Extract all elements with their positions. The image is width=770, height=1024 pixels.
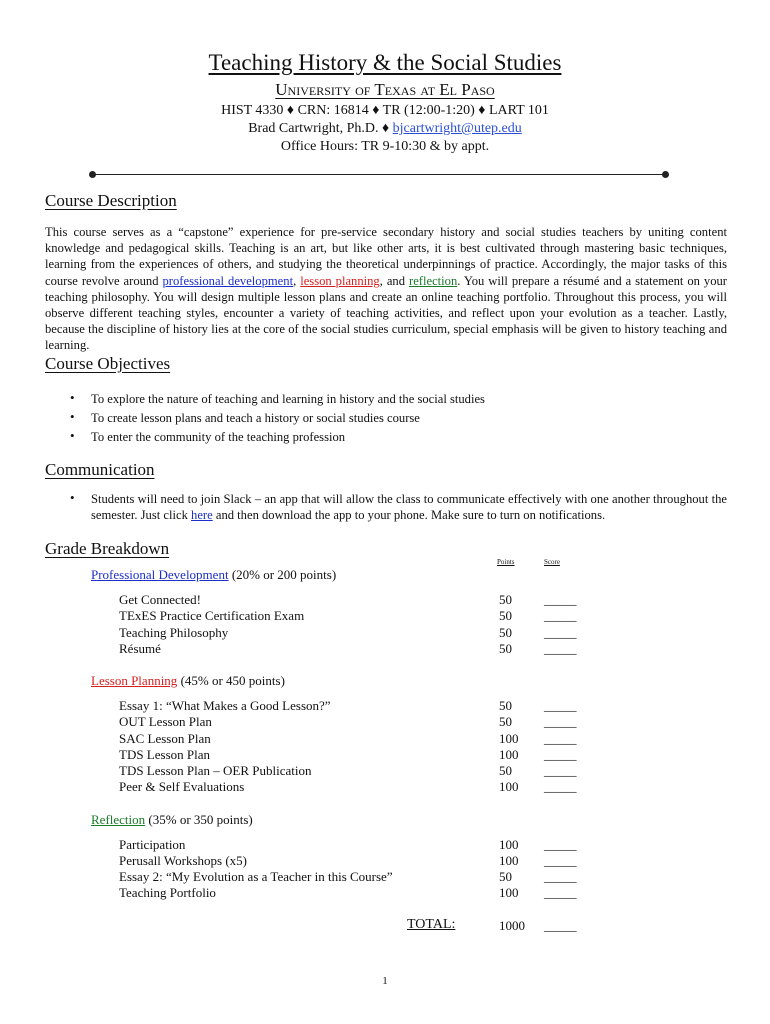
grade-points: 100: [499, 747, 519, 762]
grade-item: SAC Lesson Plan: [119, 731, 211, 746]
grade-item: OUT Lesson Plan: [119, 714, 212, 729]
grade-points: 100: [499, 779, 519, 794]
total-points: 1000: [499, 918, 525, 933]
instructor-email-link[interactable]: bjcartwright@utep.edu: [392, 121, 522, 136]
category-lesson-planning: Lesson Planning (45% or 450 points): [91, 673, 285, 688]
bullet-icon: •: [70, 390, 75, 405]
score-blank: _____: [544, 869, 577, 884]
grade-item: TDS Lesson Plan: [119, 747, 210, 762]
grade-points: 50: [499, 592, 512, 607]
instructor-name: Brad Cartwright, Ph.D. ♦: [248, 121, 393, 136]
communication-heading: Communication: [45, 460, 155, 479]
score-blank: _____: [544, 608, 577, 623]
grade-item: Essay 1: “What Makes a Good Lesson?”: [119, 698, 331, 713]
grade-item: TDS Lesson Plan – OER Publication: [119, 763, 312, 778]
score-blank: _____: [544, 641, 577, 656]
instructor-line: [0, 121, 770, 137]
page-number: 1: [382, 975, 388, 987]
slack-link[interactable]: here: [191, 508, 213, 523]
score-blank: _____: [544, 885, 577, 900]
category-reflection: Reflection (35% or 350 points): [91, 812, 253, 827]
university-name: University of Texas at El Paso: [275, 80, 495, 99]
grade-points: 100: [499, 837, 519, 852]
bullet-icon: •: [70, 409, 75, 424]
grade-item: TExES Practice Certification Exam: [119, 608, 305, 623]
course-description-text: This course serves as a “capstone” experience for pre-service secondary history and social studies teachers by uniting content knowledge and pedagogical skills. Teaching is an art, but like other arts, it is best cultivated through mastering basic techniques, learning from the experiences of others, and studying the theoretical underpinnings of practice. Accordingly, the major tasks of this course revolve around professional development, lesson planning, and reflection. You will prepare a résumé and a statement on your teaching philosophy. You will design multiple lesson plans and create an online teaching portfolio. Throughout this process, you will observe different teaching styles, encounter a variety of teaching activities, and reflect upon your evolution as a teacher. Lastly, because the discipline of history lies at the core of the social studies curriculum, special emphasis will be given to history teaching and learning.: [45, 225, 727, 353]
course-description-heading: Course Description: [45, 191, 177, 210]
grade-item: Teaching Philosophy: [119, 625, 229, 640]
score-blank: _____: [544, 625, 577, 640]
grade-item: Essay 2: “My Evolution as a Teacher in this Course”: [119, 869, 393, 884]
grade-points: 50: [499, 641, 512, 656]
bullet-icon: •: [70, 490, 75, 505]
grade-item: Perusall Workshops (x5): [119, 853, 247, 868]
grade-item: Résumé: [119, 641, 161, 656]
grade-item: Participation: [119, 837, 186, 852]
score-blank: _____: [544, 698, 577, 713]
objective-item: To create lesson plans and teach a history or social studies course: [91, 411, 420, 425]
grade-points: 100: [499, 885, 519, 900]
course-info: HIST 4330 ♦ CRN: 16814 ♦ TR (12:00-1:20) ♦ LART 101: [221, 103, 549, 118]
term-reflection: reflection: [409, 273, 458, 288]
objective-item: To enter the community of the teaching profession: [91, 430, 346, 444]
divider: [92, 174, 666, 175]
score-blank: _____: [544, 731, 577, 746]
divider-dot-left: [89, 171, 96, 178]
points-column-header: Points: [497, 558, 515, 566]
score-blank: _____: [544, 714, 577, 729]
score-blank: _____: [544, 763, 577, 778]
score-blank: _____: [544, 779, 577, 794]
grade-item: Teaching Portfolio: [119, 885, 216, 900]
term-lesson-planning: lesson planning: [300, 273, 380, 288]
bullet-icon: •: [70, 428, 75, 443]
score-blank: _____: [544, 747, 577, 762]
grade-points: 50: [499, 698, 512, 713]
grade-points: 50: [499, 763, 512, 778]
page-title: Teaching History & the Social Studies: [208, 50, 562, 75]
term-professional-development: professional development: [162, 273, 294, 288]
grade-points: 100: [499, 853, 519, 868]
grade-points: 50: [499, 625, 512, 640]
office-hours: Office Hours: TR 9-10:30 & by appt.: [280, 139, 490, 154]
objective-item: To explore the nature of teaching and learning in history and the social studies: [91, 392, 485, 406]
grade-item: Peer & Self Evaluations: [119, 779, 245, 794]
grade-item: Get Connected!: [119, 592, 201, 607]
communication-text: Students will need to join Slack – an app that will allow the class to communicate effectively with one another throughout the semester. Just click here and then download the app to your phone. Make sure to turn on notifications.: [91, 492, 727, 523]
grade-points: 100: [499, 731, 519, 746]
course-objectives-heading: Course Objectives: [45, 354, 171, 373]
category-professional-development: Professional Development (20% or 200 points): [91, 567, 337, 582]
grade-breakdown-heading: Grade Breakdown: [45, 539, 170, 558]
total-label: TOTAL:: [407, 917, 456, 932]
grade-points: 50: [499, 869, 512, 884]
divider-dot-right: [662, 171, 669, 178]
score-blank: _____: [544, 837, 577, 852]
grade-points: 50: [499, 714, 512, 729]
score-blank: _____: [544, 853, 577, 868]
score-column-header: Score: [544, 558, 560, 566]
total-score-blank: _____: [544, 918, 577, 933]
score-blank: _____: [544, 592, 577, 607]
grade-points: 50: [499, 608, 512, 623]
